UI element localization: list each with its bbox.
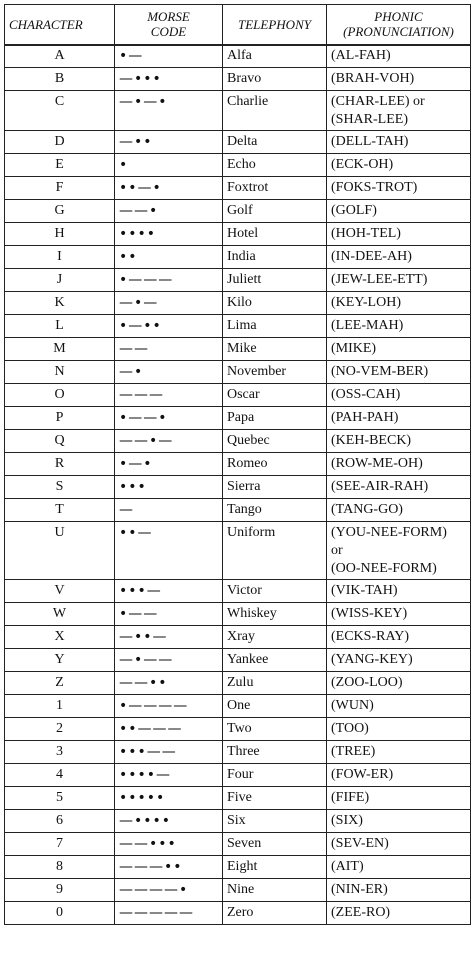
table-row bbox=[5, 223, 471, 246]
character-cell: J bbox=[5, 269, 115, 292]
phonic-cell bbox=[327, 269, 471, 292]
phonic-cell bbox=[327, 223, 471, 246]
morse-code-cell: ••• bbox=[115, 476, 223, 499]
telephony-cell: Golf bbox=[223, 200, 327, 223]
morse-code-cell: —•• bbox=[115, 131, 223, 154]
telephony-cell: India bbox=[223, 246, 327, 269]
table-row bbox=[5, 741, 471, 764]
phonic-cell bbox=[327, 200, 471, 223]
telephony-cell: Uniform bbox=[223, 522, 327, 580]
telephony-cell: Xray bbox=[223, 626, 327, 649]
character-cell: 9 bbox=[5, 879, 115, 902]
table-row bbox=[5, 292, 471, 315]
table-row bbox=[5, 672, 471, 695]
phonic-cell bbox=[327, 810, 471, 833]
telephony-cell: Whiskey bbox=[223, 603, 327, 626]
morse-code-cell: ——• bbox=[115, 200, 223, 223]
table-row bbox=[5, 177, 471, 200]
header-phonic-line1: PHONIC bbox=[374, 9, 423, 25]
table-row bbox=[5, 384, 471, 407]
phonic-line: (ZEE-RO) bbox=[331, 905, 391, 920]
character-cell: 3 bbox=[5, 741, 115, 764]
telephony-cell: November bbox=[223, 361, 327, 384]
character-cell: H bbox=[5, 223, 115, 246]
morse-code-cell: ••••• bbox=[115, 787, 223, 810]
telephony-cell: Echo bbox=[223, 154, 327, 177]
header-telephony bbox=[223, 5, 327, 45]
character-cell: R bbox=[5, 453, 115, 476]
morse-code-cell: •——— bbox=[115, 269, 223, 292]
phonic-cell bbox=[327, 580, 471, 603]
phonetic-alphabet-table bbox=[4, 4, 471, 925]
morse-code-cell: •••— bbox=[115, 580, 223, 603]
telephony-cell: Delta bbox=[223, 131, 327, 154]
table-row bbox=[5, 787, 471, 810]
phonic-cell bbox=[327, 315, 471, 338]
phonic-line: (PAH-PAH) bbox=[331, 410, 399, 425]
morse-code-cell: ••——— bbox=[115, 718, 223, 741]
phonic-line: (GOLF) bbox=[331, 203, 377, 218]
phonic-line: or bbox=[331, 542, 343, 558]
table-row bbox=[5, 361, 471, 384]
table-row bbox=[5, 430, 471, 453]
phonic-cell bbox=[327, 131, 471, 154]
phonic-line: (ROW-ME-OH) bbox=[331, 456, 423, 471]
morse-code-cell: •——• bbox=[115, 407, 223, 430]
character-cell: C bbox=[5, 91, 115, 131]
table-row bbox=[5, 68, 471, 91]
morse-code-cell: —• bbox=[115, 361, 223, 384]
phonic-line: (OSS-CAH) bbox=[331, 387, 401, 402]
phonic-cell bbox=[327, 672, 471, 695]
phonic-cell bbox=[327, 292, 471, 315]
table-row bbox=[5, 315, 471, 338]
character-cell: L bbox=[5, 315, 115, 338]
phonic-line: (SEE-AIR-RAH) bbox=[331, 479, 429, 494]
table-row bbox=[5, 833, 471, 856]
character-cell: W bbox=[5, 603, 115, 626]
phonic-line: (KEH-BECK) bbox=[331, 433, 412, 448]
telephony-cell: Tango bbox=[223, 499, 327, 522]
morse-code-cell: •—•• bbox=[115, 315, 223, 338]
character-cell: D bbox=[5, 131, 115, 154]
character-cell: 6 bbox=[5, 810, 115, 833]
telephony-cell: Foxtrot bbox=[223, 177, 327, 200]
phonic-line: (FOW-ER) bbox=[331, 767, 394, 782]
table-row bbox=[5, 453, 471, 476]
table-row bbox=[5, 856, 471, 879]
character-cell: F bbox=[5, 177, 115, 200]
character-cell: T bbox=[5, 499, 115, 522]
character-cell: E bbox=[5, 154, 115, 177]
phonic-line: (ECK-OH) bbox=[331, 157, 394, 172]
phonic-line: (FOKS-TROT) bbox=[331, 180, 418, 195]
character-cell: K bbox=[5, 292, 115, 315]
table-row bbox=[5, 499, 471, 522]
phonic-cell bbox=[327, 246, 471, 269]
telephony-cell: Victor bbox=[223, 580, 327, 603]
table-row bbox=[5, 764, 471, 787]
phonic-cell bbox=[327, 338, 471, 361]
telephony-cell: Bravo bbox=[223, 68, 327, 91]
phonic-cell bbox=[327, 407, 471, 430]
phonic-cell bbox=[327, 361, 471, 384]
phonic-cell bbox=[327, 833, 471, 856]
phonic-cell bbox=[327, 787, 471, 810]
character-cell: M bbox=[5, 338, 115, 361]
table-row bbox=[5, 45, 471, 68]
phonic-cell bbox=[327, 177, 471, 200]
phonic-line: (WISS-KEY) bbox=[331, 606, 408, 621]
telephony-cell: Mike bbox=[223, 338, 327, 361]
character-cell: Y bbox=[5, 649, 115, 672]
telephony-cell: One bbox=[223, 695, 327, 718]
morse-code-cell: —•— bbox=[115, 292, 223, 315]
character-cell: G bbox=[5, 200, 115, 223]
character-cell: 5 bbox=[5, 787, 115, 810]
phonic-line: (VIK-TAH) bbox=[331, 583, 398, 598]
phonic-line: (AL-FAH) bbox=[331, 48, 391, 64]
phonic-line: (CHAR-LEE) or bbox=[331, 94, 425, 109]
morse-code-cell: •— bbox=[115, 45, 223, 68]
phonic-line: (WUN) bbox=[331, 698, 374, 713]
morse-code-cell: ———•• bbox=[115, 856, 223, 879]
header-morse-line1: MORSE bbox=[147, 9, 190, 25]
morse-code-cell: •———— bbox=[115, 695, 223, 718]
header-phonic-line2: (PRONUNCIATION) bbox=[343, 24, 454, 40]
table-row bbox=[5, 476, 471, 499]
phonic-cell bbox=[327, 649, 471, 672]
morse-code-cell: ••— bbox=[115, 522, 223, 580]
phonic-cell bbox=[327, 430, 471, 453]
telephony-cell: Charlie bbox=[223, 91, 327, 131]
character-cell: X bbox=[5, 626, 115, 649]
phonic-line: (IN-DEE-AH) bbox=[331, 249, 412, 264]
phonic-cell bbox=[327, 499, 471, 522]
header-morse-line2: CODE bbox=[150, 24, 187, 40]
table-row bbox=[5, 269, 471, 292]
character-cell: N bbox=[5, 361, 115, 384]
table-row bbox=[5, 91, 471, 131]
table-row bbox=[5, 695, 471, 718]
phonic-line: (NO-VEM-BER) bbox=[331, 364, 429, 379]
phonic-cell bbox=[327, 695, 471, 718]
telephony-cell: Sierra bbox=[223, 476, 327, 499]
morse-code-cell: •• bbox=[115, 246, 223, 269]
table-row bbox=[5, 603, 471, 626]
phonic-line: (ZOO-LOO) bbox=[331, 675, 403, 690]
phonic-line: (TANG-GO) bbox=[331, 502, 403, 517]
character-cell: 2 bbox=[5, 718, 115, 741]
phonic-cell bbox=[327, 603, 471, 626]
phonic-line: (TOO) bbox=[331, 721, 369, 736]
table-row bbox=[5, 580, 471, 603]
telephony-cell: Eight bbox=[223, 856, 327, 879]
telephony-cell: Kilo bbox=[223, 292, 327, 315]
character-cell: Q bbox=[5, 430, 115, 453]
morse-code-cell: • bbox=[115, 154, 223, 177]
phonic-line: (SEV-EN) bbox=[331, 836, 389, 851]
phonic-cell bbox=[327, 879, 471, 902]
phonic-line: (SIX) bbox=[331, 813, 363, 828]
character-cell: 0 bbox=[5, 902, 115, 925]
header-phonic bbox=[327, 5, 471, 45]
morse-code-cell: ——— bbox=[115, 384, 223, 407]
morse-code-cell: ——•• bbox=[115, 672, 223, 695]
table-body bbox=[5, 45, 471, 925]
character-cell: S bbox=[5, 476, 115, 499]
morse-code-cell: —— bbox=[115, 338, 223, 361]
character-cell: B bbox=[5, 68, 115, 91]
phonic-line: (LEE-MAH) bbox=[331, 318, 404, 333]
phonic-cell bbox=[327, 453, 471, 476]
character-cell: P bbox=[5, 407, 115, 430]
table-row bbox=[5, 626, 471, 649]
phonic-cell bbox=[327, 856, 471, 879]
character-cell: A bbox=[5, 45, 115, 68]
telephony-cell: Zulu bbox=[223, 672, 327, 695]
phonic-line: (AIT) bbox=[331, 859, 364, 874]
table-row bbox=[5, 649, 471, 672]
morse-code-cell: — bbox=[115, 499, 223, 522]
telephony-cell: Quebec bbox=[223, 430, 327, 453]
character-cell: U bbox=[5, 522, 115, 580]
table-row bbox=[5, 718, 471, 741]
phonic-line: (TREE) bbox=[331, 744, 376, 759]
phonic-line: (OO-NEE-FORM) bbox=[331, 560, 437, 576]
telephony-cell: Four bbox=[223, 764, 327, 787]
phonic-line: (YANG-KEY) bbox=[331, 652, 413, 667]
morse-code-cell: •••• bbox=[115, 223, 223, 246]
phonic-line: (HOH-TEL) bbox=[331, 226, 401, 241]
table-row bbox=[5, 200, 471, 223]
character-cell: 8 bbox=[5, 856, 115, 879]
table-row bbox=[5, 407, 471, 430]
header-morse-code bbox=[115, 5, 223, 45]
telephony-cell: Juliett bbox=[223, 269, 327, 292]
morse-code-cell: ——••• bbox=[115, 833, 223, 856]
phonic-line: (MIKE) bbox=[331, 341, 377, 356]
phonic-cell bbox=[327, 91, 471, 131]
phonic-line: (DELL-TAH) bbox=[331, 134, 409, 149]
telephony-cell: Alfa bbox=[223, 45, 327, 68]
phonic-line: (YOU-NEE-FORM) bbox=[331, 524, 447, 540]
phonic-line: (ECKS-RAY) bbox=[331, 629, 410, 644]
phonic-line: (JEW-LEE-ETT) bbox=[331, 272, 428, 287]
table-row bbox=[5, 131, 471, 154]
phonic-cell bbox=[327, 764, 471, 787]
telephony-cell: Five bbox=[223, 787, 327, 810]
phonic-cell bbox=[327, 626, 471, 649]
table-row bbox=[5, 810, 471, 833]
morse-code-cell: —••— bbox=[115, 626, 223, 649]
phonic-cell bbox=[327, 741, 471, 764]
morse-code-cell: ——•— bbox=[115, 430, 223, 453]
phonic-cell bbox=[327, 476, 471, 499]
phonic-cell bbox=[327, 718, 471, 741]
morse-code-cell: —••• bbox=[115, 68, 223, 91]
table-row bbox=[5, 522, 471, 580]
telephony-cell: Two bbox=[223, 718, 327, 741]
character-cell: Z bbox=[5, 672, 115, 695]
phonic-line: (BRAH-VOH) bbox=[331, 71, 415, 86]
phonic-line: (FIFE) bbox=[331, 790, 370, 805]
character-cell: I bbox=[5, 246, 115, 269]
phonic-cell bbox=[327, 902, 471, 925]
morse-code-cell: —•—• bbox=[115, 91, 223, 131]
telephony-cell: Romeo bbox=[223, 453, 327, 476]
telephony-cell: Seven bbox=[223, 833, 327, 856]
telephony-cell: Six bbox=[223, 810, 327, 833]
telephony-cell: Zero bbox=[223, 902, 327, 925]
morse-code-cell: •••—— bbox=[115, 741, 223, 764]
telephony-cell: Yankee bbox=[223, 649, 327, 672]
phonic-cell bbox=[327, 154, 471, 177]
phonic-cell bbox=[327, 45, 471, 68]
table-row bbox=[5, 246, 471, 269]
morse-code-cell: ————• bbox=[115, 879, 223, 902]
table-row bbox=[5, 154, 471, 177]
morse-code-cell: ••—• bbox=[115, 177, 223, 200]
morse-code-cell: ————— bbox=[115, 902, 223, 925]
morse-code-cell: —•—— bbox=[115, 649, 223, 672]
character-cell: 4 bbox=[5, 764, 115, 787]
telephony-cell: Three bbox=[223, 741, 327, 764]
phonic-cell bbox=[327, 68, 471, 91]
character-cell: 7 bbox=[5, 833, 115, 856]
header-character bbox=[5, 5, 115, 45]
table-row bbox=[5, 338, 471, 361]
morse-code-cell: •—— bbox=[115, 603, 223, 626]
phonic-line: (SHAR-LEE) bbox=[331, 112, 408, 127]
phonic-line: (NIN-ER) bbox=[331, 882, 388, 897]
header-character-label: CHARACTER bbox=[9, 16, 83, 32]
morse-code-cell: ••••— bbox=[115, 764, 223, 787]
morse-code-cell: —•••• bbox=[115, 810, 223, 833]
telephony-cell: Papa bbox=[223, 407, 327, 430]
morse-code-cell: •—• bbox=[115, 453, 223, 476]
header-row bbox=[5, 5, 471, 45]
telephony-cell: Hotel bbox=[223, 223, 327, 246]
table-row bbox=[5, 902, 471, 925]
character-cell: V bbox=[5, 580, 115, 603]
phonic-cell bbox=[327, 522, 471, 580]
telephony-cell: Oscar bbox=[223, 384, 327, 407]
telephony-cell: Nine bbox=[223, 879, 327, 902]
phonic-cell bbox=[327, 384, 471, 407]
telephony-cell: Lima bbox=[223, 315, 327, 338]
header-telephony-label: TELEPHONY bbox=[238, 16, 311, 32]
table-row bbox=[5, 879, 471, 902]
phonic-line: (KEY-LOH) bbox=[331, 295, 401, 310]
character-cell: O bbox=[5, 384, 115, 407]
character-cell: 1 bbox=[5, 695, 115, 718]
